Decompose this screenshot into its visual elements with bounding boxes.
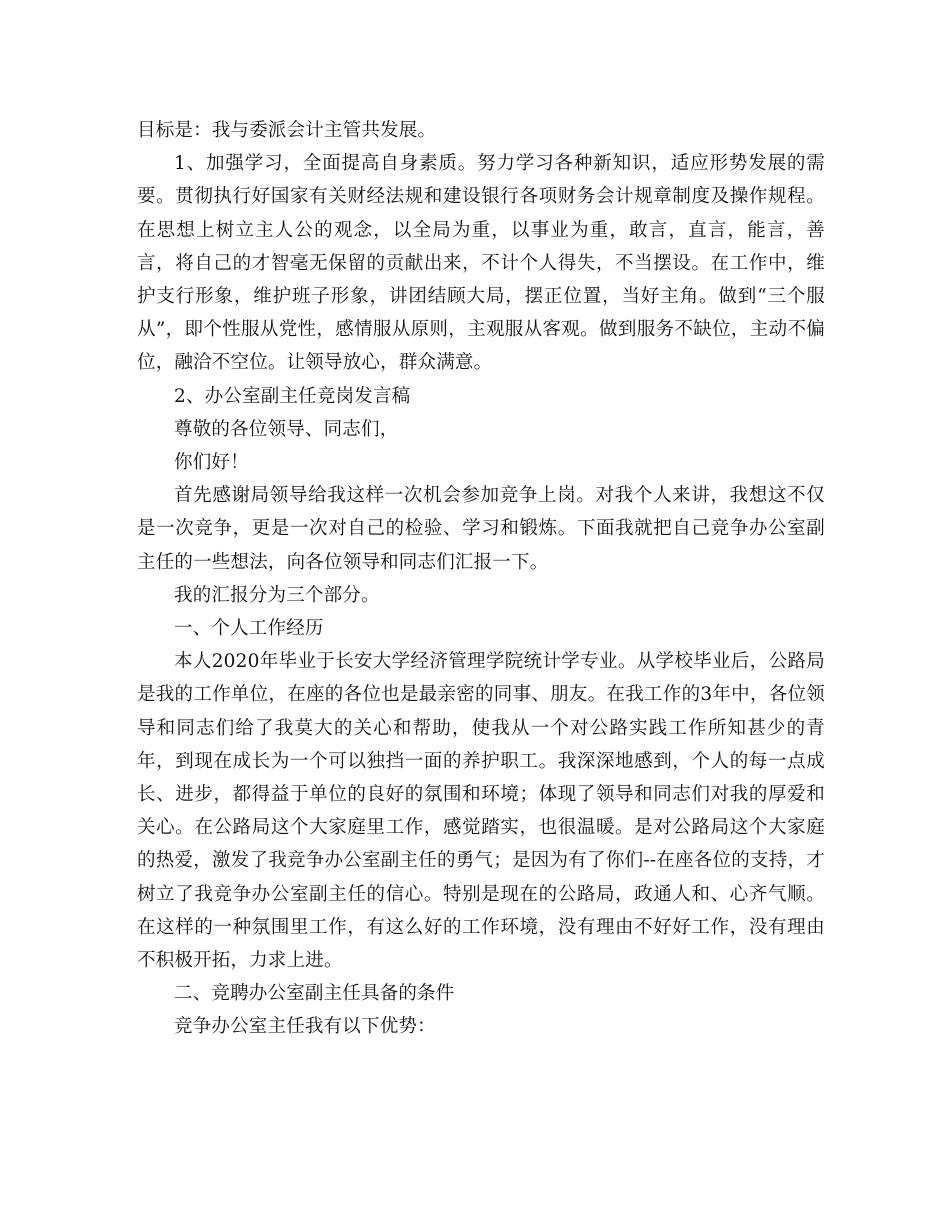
- document-body: [137, 114, 825, 1044]
- paragraph-outline: 我的汇报分为三个部分。: [174, 584, 380, 606]
- paragraph-goal: 目标是：我与委派会计主管共发展。: [137, 120, 437, 141]
- paragraph-study: 1、加强学习，全面提高自身素质。努力学习各种新知识，适应形势发展的需要。贯彻执行好国家有关财经法规和建设银行各项财务会计规章制度及操作规程。在思想上树立主人公的观念，以全局为重，以事业为重，敢言，直言，能言，善言，将自己的才智毫无保留的贡献出来，不计个人得失，不当摆设。在工作中，维护支行形象，维护班子形象，讲团结顾大局，摆正位置，当好主角。做到“三个服从”，即个性服从党性，感情服从原则，主观服从客观。做到服务不缺位，主动不偏位，融洽不空位。让领导放心，群众满意。: [137, 153, 825, 374]
- paragraph-advantages: 竞争办公室主任我有以下优势：: [174, 1016, 436, 1038]
- section-heading-conditions: 二、竞聘办公室副主任具备的条件: [174, 983, 455, 1005]
- greeting: 你们好！: [174, 452, 249, 474]
- section-heading-experience: 一、个人工作经历: [174, 618, 324, 640]
- salutation: 尊敬的各位领导、同志们，: [174, 418, 399, 440]
- paragraph-experience: 本人2020年毕业于长安大学经济管理学院统计学专业。从学校毕业后，公路局是我的工作单位，在座的各位也是最亲密的同事、朋友。在我工作的3年中，各位领导和同志们给了我莫大的关心和帮助，使我从一个对公路实践工作所知甚少的青年，到现在成长为一个可以独挡一面的养护职工。我深深地感到，个人的每一点成长、进步，都得益于单位的良好的氛围和环境；体现了领导和同志们对我的厚爱和关心。在公路局这个大家庭里工作，感觉踏实，也很温暖。是对公路局这个大家庭的热爱，激发了我竞争办公室副主任的勇气；是因为有了你们--在座各位的支持，才树立了我竞争办公室副主任的信心。特别是现在的公路局，政通人和、心齐气顺。在这样的一种氛围里工作，有这么好的工作环境，没有理由不好好工作，没有理由不积极开拓，力求上进。: [137, 651, 825, 972]
- speech-title: 2、办公室副主任竞岗发言稿: [174, 385, 411, 407]
- paragraph-thanks: 首先感谢局领导给我这样一次机会参加竞争上岗。对我个人来讲，我想这不仅是一次竞争，更是一次对自己的检验、学习和锻炼。下面我就把自己竞争办公室副主任的一些想法，向各位领导和同志们汇报一下。: [137, 485, 825, 573]
